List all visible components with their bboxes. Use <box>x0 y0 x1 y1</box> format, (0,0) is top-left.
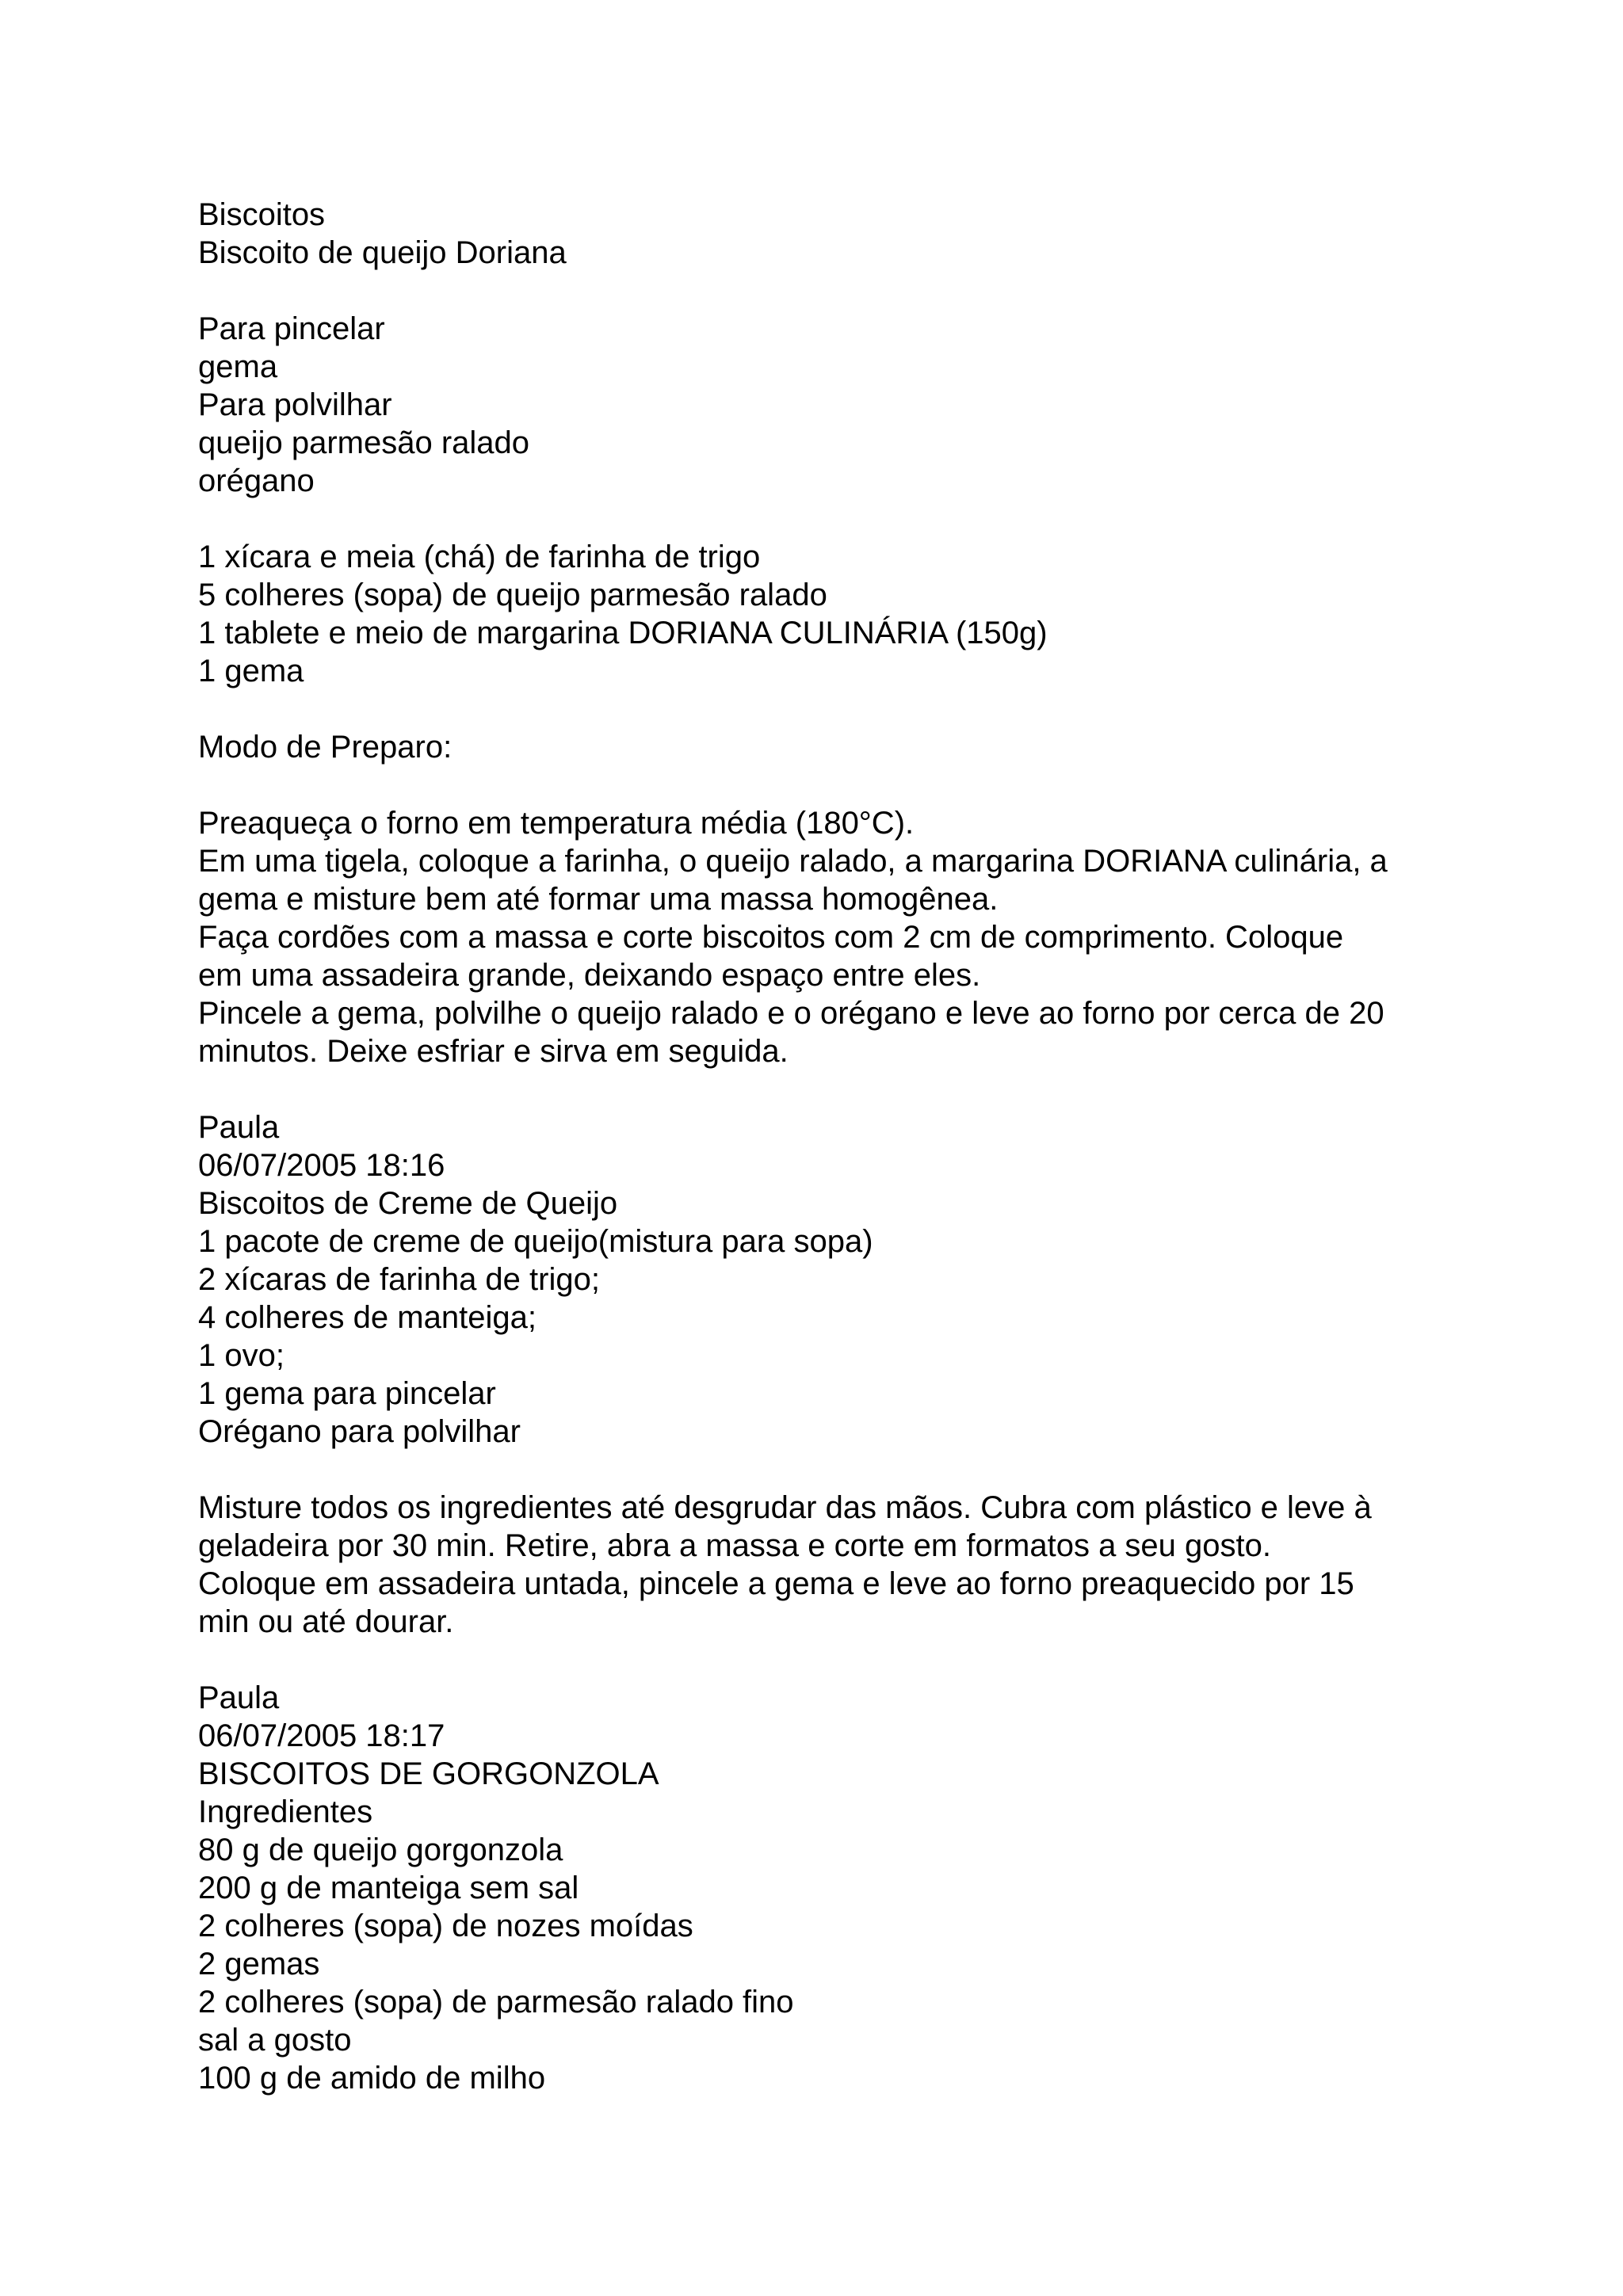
blank-line <box>198 1451 1482 1489</box>
method-line: em uma assadeira grande, deixando espaço entre eles. <box>198 958 981 993</box>
ingredient-line: Orégano para polvilhar <box>198 1414 521 1449</box>
ingredient-line: 200 g de manteiga sem sal <box>198 1871 579 1905</box>
blank-line <box>198 766 1482 804</box>
blank-line <box>198 500 1482 538</box>
method-line: Coloque em assadeira untada, pincele a gema e leve ao forno preaquecido por 15 <box>198 1566 1354 1601</box>
post-date: 06/07/2005 18:17 <box>198 1718 445 1753</box>
blank-line <box>198 690 1482 728</box>
author-name: Paula <box>198 1680 280 1715</box>
method-line: Em uma tigela, coloque a farinha, o queijo ralado, a margarina DORIANA culinária, a <box>198 844 1388 879</box>
ingredient-line: 2 gemas <box>198 1947 320 1981</box>
method-line: Faça cordões com a massa e corte biscoitos com 2 cm de comprimento. Coloque <box>198 920 1344 955</box>
ingredient-line: 100 g de amido de milho <box>198 2061 546 2096</box>
ingredient-line: 1 gema para pincelar <box>198 1376 496 1411</box>
ingredient-line: 1 ovo; <box>198 1338 285 1373</box>
ingredient-line: 2 colheres (sopa) de parmesão ralado fino <box>198 1985 794 2019</box>
document-body <box>198 196 1482 2097</box>
category-heading: Biscoitos <box>198 197 326 232</box>
topping-line: orégano <box>198 463 315 498</box>
ingredient-line: 80 g de queijo gorgonzola <box>198 1833 563 1867</box>
method-line: Preaqueça o forno em temperatura média (180°C). <box>198 806 915 841</box>
author-name: Paula <box>198 1110 280 1145</box>
blank-line <box>198 1641 1482 1679</box>
method-line: gema e misture bem até formar uma massa homogênea. <box>198 882 999 917</box>
method-line: minutos. Deixe esfriar e sirva em seguida. <box>198 1034 789 1069</box>
method-heading: Modo de Preparo: <box>198 730 453 765</box>
recipe-title: BISCOITOS DE GORGONZOLA <box>198 1756 659 1791</box>
ingredient-line: 1 pacote de creme de queijo(mistura para sopa) <box>198 1224 873 1259</box>
ingredient-line: 1 tablete e meio de margarina DORIANA CULINÁRIA (150g) <box>198 616 1048 650</box>
blank-line <box>198 272 1482 310</box>
ingredient-line: sal a gosto <box>198 2023 352 2058</box>
method-line: min ou até dourar. <box>198 1604 454 1639</box>
topping-line: queijo parmesão ralado <box>198 425 530 460</box>
ingredients-heading: Ingredientes <box>198 1794 373 1829</box>
post-date: 06/07/2005 18:16 <box>198 1148 445 1183</box>
topping-line: Para polvilhar <box>198 387 392 422</box>
ingredient-line: 1 xícara e meia (chá) de farinha de trigo <box>198 540 761 574</box>
ingredient-line: 5 colheres (sopa) de queijo parmesão ralado <box>198 578 827 612</box>
ingredient-line: 2 xícaras de farinha de trigo; <box>198 1262 600 1297</box>
method-line: Pincele a gema, polvilhe o queijo ralado e o orégano e leve ao forno por cerca de 20 <box>198 996 1384 1031</box>
method-line: Misture todos os ingredientes até desgrudar das mãos. Cubra com plástico e leve à <box>198 1490 1372 1525</box>
blank-line <box>198 1070 1482 1108</box>
ingredient-line: 2 colheres (sopa) de nozes moídas <box>198 1909 693 1943</box>
topping-line: Para pincelar <box>198 311 385 346</box>
recipe-title: Biscoito de queijo Doriana <box>198 235 567 270</box>
recipe-title: Biscoitos de Creme de Queijo <box>198 1186 618 1221</box>
topping-line: gema <box>198 349 278 384</box>
ingredient-line: 4 colheres de manteiga; <box>198 1300 537 1335</box>
method-line: geladeira por 30 min. Retire, abra a massa e corte em formatos a seu gosto. <box>198 1528 1272 1563</box>
ingredient-line: 1 gema <box>198 654 304 688</box>
